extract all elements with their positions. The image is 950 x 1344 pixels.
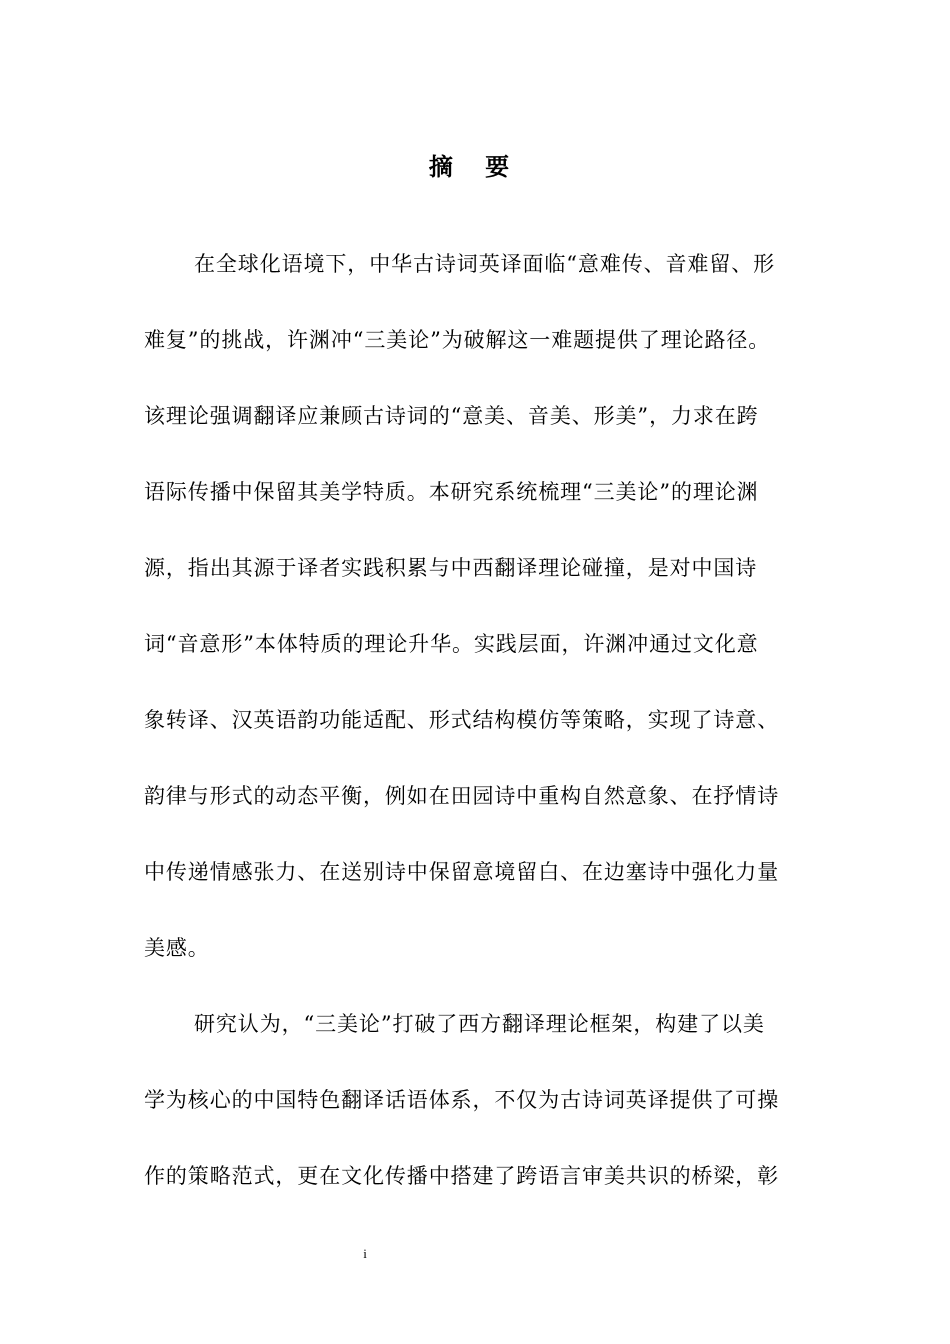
paragraph-1-line-9: 中传递情感张力、在送别诗中保留意境留白、在边塞诗中强化力量 — [144, 860, 780, 884]
paragraph-1-line-10: 美感。 — [144, 936, 210, 960]
paragraph-2-line-1: 研究认为，“三美论”打破了西方翻译理论框架，构建了以美 — [194, 1012, 765, 1036]
page-title: 摘 要 — [428, 153, 522, 181]
abstract-body — [144, 246, 808, 1234]
paragraph-1-line-6: 词“音意形”本体特质的理论升华。实践层面，许渊冲通过文化意 — [144, 632, 759, 656]
paragraph-1-line-8: 韵律与形式的动态平衡，例如在田园诗中重构自然意象、在抒情诗 — [144, 784, 780, 808]
paragraph-1-line-7: 象转译、汉英语韵功能适配、形式结构模仿等策略，实现了诗意、 — [144, 708, 780, 732]
paragraph-1-line-4: 语际传播中保留其美学特质。本研究系统梳理“三美论”的理论渊 — [144, 480, 759, 504]
paragraph-1-line-1: 在全球化语境下，中华古诗词英译面临“意难传、音难留、形 — [194, 252, 776, 276]
paragraph-1-line-5: 源，指出其源于译者实践积累与中西翻译理论碰撞，是对中国诗 — [144, 556, 758, 580]
paragraph-1-line-3: 该理论强调翻译应兼顾古诗词的“意美、音美、形美”，力求在跨 — [144, 404, 759, 428]
paragraph-1-line-2: 难复”的挑战，许渊冲“三美论”为破解这一难题提供了理论路径。 — [144, 328, 771, 352]
paragraph-2-line-2: 学为核心的中国特色翻译话语体系，不仅为古诗词英译提供了可操 — [144, 1088, 780, 1112]
paragraph-2-line-3: 作的策略范式，更在文化传播中搭建了跨语言审美共识的桥梁，彰 — [144, 1164, 780, 1188]
page-number: i — [363, 1246, 367, 1261]
